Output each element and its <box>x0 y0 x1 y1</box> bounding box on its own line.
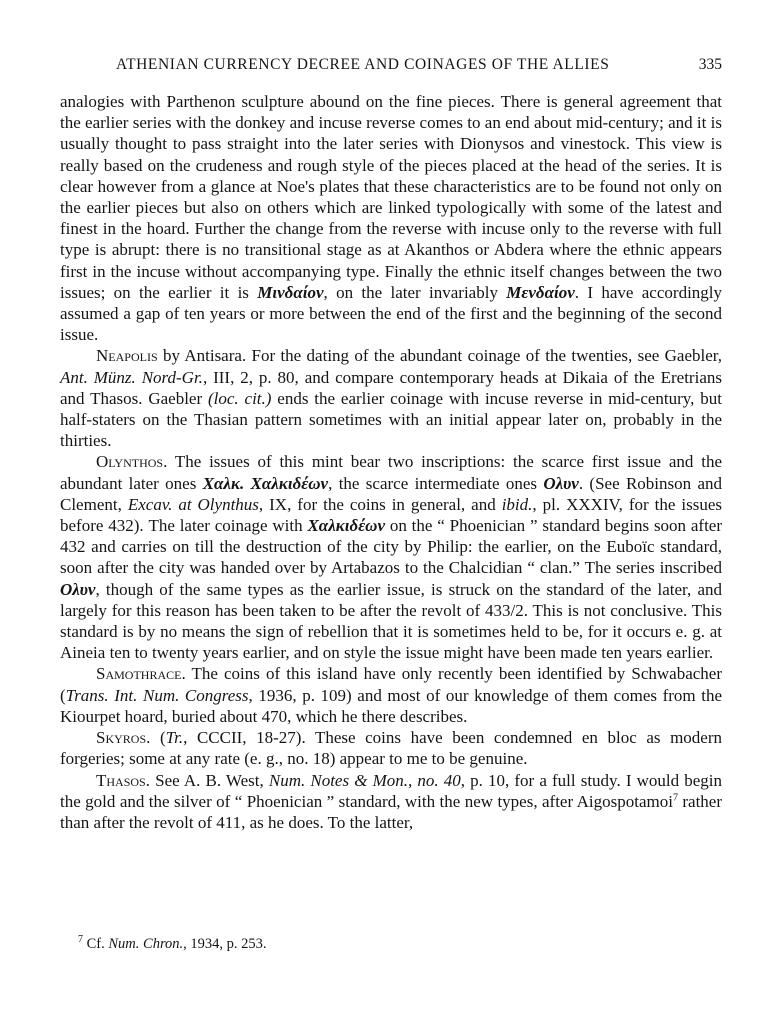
paragraph-olynthos <box>60 451 722 663</box>
footnote <box>78 935 267 953</box>
text-run: rather than after the revolt of 411, as he does. To the latter, <box>60 791 722 832</box>
greek-inscription: Χαλκιδέων <box>307 516 386 536</box>
citation-title: Tr. <box>165 728 184 748</box>
paragraph-neapolis <box>60 345 722 451</box>
text-run: . See A. B. West, <box>145 770 264 790</box>
citation-title: (loc. cit.) <box>208 388 272 408</box>
citation-title: Excav. at Olynthus <box>127 494 259 514</box>
paragraph-skyros <box>60 727 722 769</box>
greek-inscription: Ολυν <box>60 579 96 599</box>
mint-name: Samothrace <box>96 664 182 684</box>
text-run: . (See Robinson and Clement, <box>60 473 723 514</box>
text-run: , IX, for the coins in general, and <box>258 494 496 514</box>
paragraph-mende <box>60 91 722 345</box>
text-run: , pl. XXXIV, for the issues before 432). The later coinage with <box>60 494 723 536</box>
greek-inscription: Χαλκ. Χαλκιδέων <box>202 473 329 493</box>
paragraph-samothrace <box>60 663 722 727</box>
footnote-number: 7 <box>78 934 83 946</box>
text-run: , III, 2, p. 80, and compare contemporary heads at Dikaia of the Eretrians and Thasos. Gaebler <box>60 367 722 408</box>
text-run: . ( <box>146 728 166 748</box>
running-header <box>60 56 722 78</box>
text-run: , on the later invariably <box>323 282 498 302</box>
page-number: 335 <box>698 56 722 73</box>
footnote-marker: 7 <box>672 792 678 804</box>
mint-name: Olynthos <box>96 452 164 472</box>
footnote-text: Cf. <box>86 936 105 952</box>
text-run: . The issues of this mint bear two inscriptions: the scarce first issue and the abundant later ones <box>60 452 722 493</box>
text-run: , p. 10, for a full study. I would begin the gold and the silver of “ Phoenician ” standard, with the new types, after Aigospotamoi <box>60 770 723 811</box>
text-run: , though of the same types as the earlier issue, is struck on the standard of the later, and largely for this reason has been taken to be after the revolt of 433/2. This is not conclusive. This standard is by no means the sign of rebellion that it is sometimes held to be, for it occurs e. g. at Aineia ten to twenty years earlier, and on style the issue might have been made ten years earlier. <box>60 579 722 663</box>
citation-title: Ant. Münz. Nord-Gr. <box>60 367 203 387</box>
citation-title: Num. Notes & Mon., no. 40 <box>268 770 461 790</box>
footnote-text: , 1934, p. 253. <box>183 936 267 952</box>
mint-name: Thasos <box>96 770 146 790</box>
text-run: , the scarce intermediate ones <box>328 473 538 493</box>
greek-ethnic: Μενδαίον <box>506 282 575 302</box>
running-title: ATHENIAN CURRENCY DECREE AND COINAGES OF THE ALLIES <box>116 56 610 73</box>
text-run: . The coins of this island have only recently been identified by Schwabacher ( <box>60 664 722 705</box>
text-run: by Antisara. For the dating of the abundant coinage of the twenties, see Gaebler, <box>162 346 722 366</box>
body-text <box>60 91 722 833</box>
mint-name: Neapolis <box>96 346 158 366</box>
greek-ethnic: Μινδαίον <box>257 282 324 302</box>
text-run: . I have accordingly assumed a gap of ten years or more between the end of the first and the beginning of the second issue. <box>60 282 723 345</box>
greek-inscription: Ολυν <box>543 473 579 493</box>
text-run: analogies with Parthenon sculpture abound on the fine pieces. There is general agreement that the earlier series with the donkey and incuse reverse comes to an end about mid-century; and it is usually thought to pass straight into the later series with Dionysos and vinestock. This view is really based on the crudeness and rough style of the pieces placed at the head of the series. It is clear however from a glance at Noe's plates that these characteristics are to be found not only on the earlier pieces but also on others which are linked typologically with some of the latest and finest in the hoard. Further the change from the reverse with incuse only to the reverse with full type is abrupt: there is no transitional stage as at Akanthos or Abdera where the ethnic appears first in the incuse without accompanying type. Finally the ethnic itself changes between the two issues; on the earlier it is <box>60 92 722 302</box>
paragraph-thasos <box>60 770 722 834</box>
footnote-citation: Num. Chron. <box>108 936 184 952</box>
citation-title: ibid. <box>501 494 533 514</box>
text-run: ends the earlier coinage with incuse reverse in mid-century, but half-staters on the Thasian pattern sometimes with an initial appear later on, probably in the thirties. <box>60 388 723 451</box>
text-run: , 1936, p. 109) and most of our knowledge of them comes from the Kiourpet hoard, buried about 470, which he there describes. <box>60 685 722 726</box>
text-run: , CCCII, 18-27). These coins have been condemned en bloc as modern forgeries; some at any rate (e. g., no. 18) appear to me to be genuine. <box>60 728 722 769</box>
citation-title: Trans. Int. Num. Congress <box>65 685 249 705</box>
text-run: on the “ Phoenician ” standard begins soon after 432 and carries on till the destruction of the city by Philip: the earlier, on the Euboïc standard, soon after the city was handed over by Artabazos to the Chalcidian “ clan.” The series inscribed <box>60 516 723 578</box>
mint-name: Skyros <box>96 728 147 748</box>
